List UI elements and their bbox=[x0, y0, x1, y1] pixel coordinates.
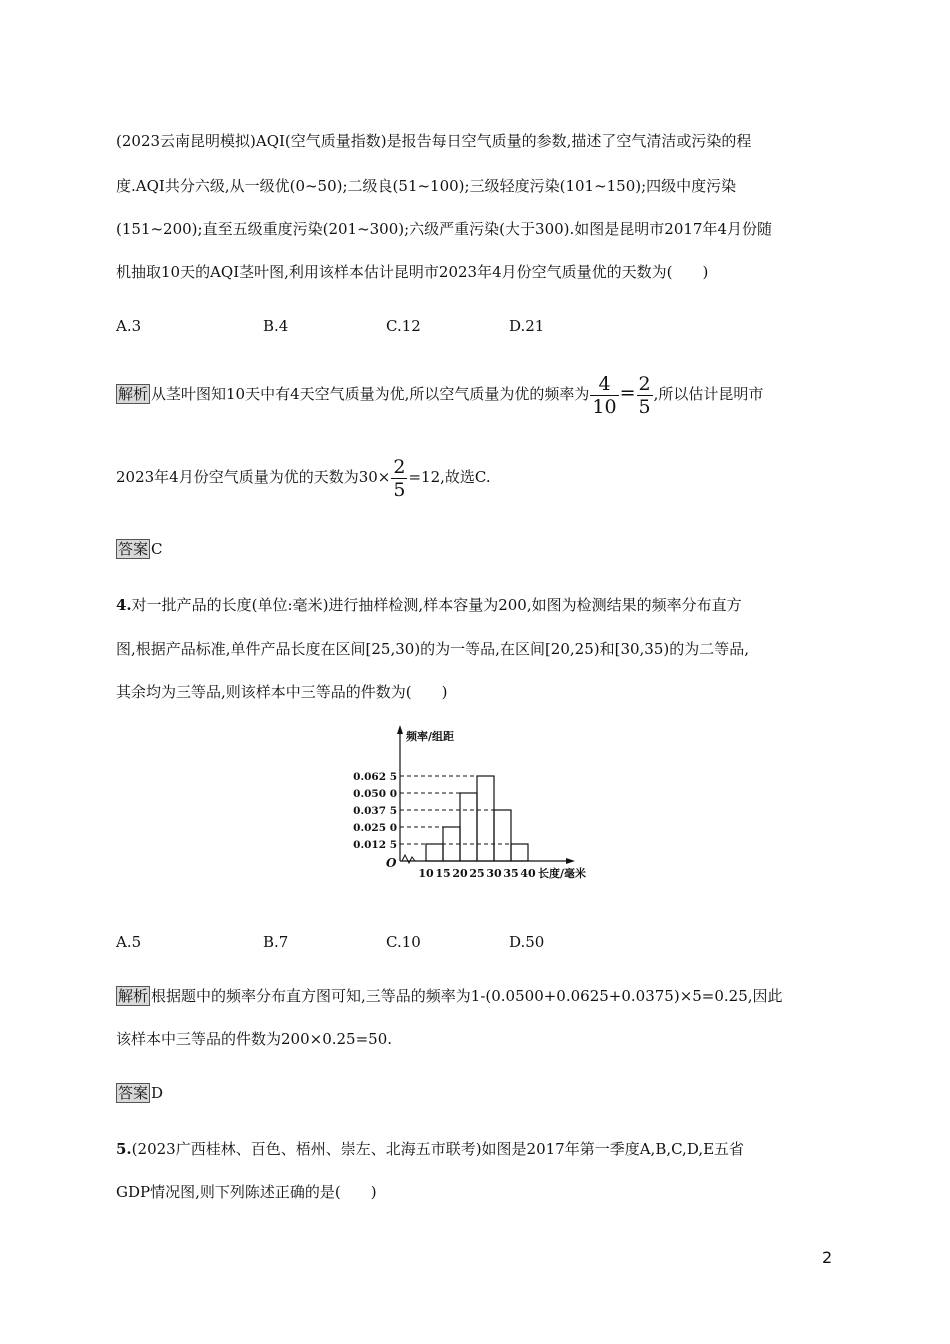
x-axis-arrow bbox=[566, 858, 575, 864]
q4-answer: D bbox=[151, 1084, 164, 1102]
q4-line-3: 其余均为三等品,则该样本中三等品的件数为( ) bbox=[116, 683, 448, 701]
y-tick-label: 0.012 5 bbox=[353, 839, 397, 851]
q4-answer-line bbox=[116, 1083, 163, 1103]
x-tick-label: 15 bbox=[435, 867, 451, 880]
q3-answer: C bbox=[151, 540, 163, 558]
q3-line-1: (2023云南昆明模拟)AQI(空气质量指数)是报告每日空气质量的参数,描述了空气清洁或污染的程 bbox=[116, 132, 752, 150]
histogram-bar bbox=[477, 776, 494, 861]
fraction-2-5-b: $\frac{2}{5}$ bbox=[393, 455, 406, 501]
fraction-2-5: $\frac{2}{5}$ bbox=[638, 372, 651, 418]
q3-analysis-text-c: 2023年4月份空气质量为优的天数为30× bbox=[116, 468, 391, 486]
q5-number: 5. bbox=[116, 1140, 132, 1158]
histogram-bar bbox=[511, 844, 528, 861]
q3-option-b: B.4 bbox=[263, 317, 289, 335]
x-tick-label: 35 bbox=[503, 867, 519, 880]
origin-label: O bbox=[386, 856, 397, 870]
histogram-bar bbox=[460, 793, 477, 861]
q3-option-d: D.21 bbox=[509, 317, 545, 335]
q5-line-1: 5.(2023广西桂林、百色、梧州、崇左、北海五市联考)如图是2017年第一季度A,B,C,D,E五省 bbox=[116, 1140, 745, 1158]
q3-answer-line bbox=[116, 539, 163, 559]
q3-option-a: A.3 bbox=[116, 317, 142, 335]
q3-line-3: (151~200);直至五级重度污染(201~300);六级严重污染(大于300).如图是昆明市2017年4月份随 bbox=[116, 220, 772, 238]
q4-option-b: B.7 bbox=[263, 933, 289, 951]
y-axis-label: 频率/组距 bbox=[406, 730, 455, 743]
q3-option-c: C.12 bbox=[386, 317, 421, 335]
x-axis-label: 长度/毫米 bbox=[538, 867, 587, 880]
histogram-bar bbox=[426, 844, 443, 861]
q4-option-d: D.50 bbox=[509, 933, 545, 951]
q4-option-a: A.5 bbox=[116, 933, 142, 951]
y-tick-label: 0.025 0 bbox=[353, 822, 397, 834]
q4-analysis-line-2: 该样本中三等品的件数为200×0.25=50. bbox=[116, 1030, 393, 1048]
analysis-tag: 解析 bbox=[118, 987, 149, 1005]
answer-tag: 答案 bbox=[118, 1084, 149, 1102]
frequency-histogram bbox=[353, 722, 600, 887]
page-number: 2 bbox=[822, 1248, 833, 1267]
y-tick-label: 0.037 5 bbox=[353, 805, 397, 817]
q4-line-1: 4.对一批产品的长度(单位:毫米)进行抽样检测,样本容量为200,如图为检测结果的频率分布直方 bbox=[116, 596, 742, 614]
fraction-4-10: $\frac{4}{10}$ bbox=[592, 372, 617, 418]
q3-analysis-text-d: =12,故选C. bbox=[408, 468, 491, 486]
x-tick-label: 40 bbox=[520, 867, 536, 880]
q3-analysis-line-1 bbox=[116, 368, 763, 419]
q4-number: 4. bbox=[116, 596, 132, 614]
q3-line-4: 机抽取10天的AQI茎叶图,利用该样本估计昆明市2023年4月份空气质量优的天数为( ) bbox=[116, 263, 709, 281]
q3-analysis-text-b: ,所以估计昆明市 bbox=[653, 385, 764, 403]
x-tick-label: 10 bbox=[418, 867, 434, 880]
y-tick-label: 0.062 5 bbox=[353, 771, 397, 783]
x-tick-label: 30 bbox=[486, 867, 502, 880]
histogram-bar bbox=[494, 810, 511, 861]
answer-tag: 答案 bbox=[118, 540, 149, 558]
q4-option-c: C.10 bbox=[386, 933, 421, 951]
equals-sign: = bbox=[619, 382, 636, 404]
q4-analysis-line-1: 解析 根据题中的频率分布直方图可知,三等品的频率为1-(0.0500+0.0625+0.0375)×5=0.25,因此 bbox=[118, 987, 783, 1005]
x-tick-label: 25 bbox=[469, 867, 485, 880]
x-tick-label: 20 bbox=[452, 867, 468, 880]
q3-analysis-text-a: 从茎叶图知10天中有4天空气质量为优,所以空气质量为优的频率为 bbox=[151, 385, 590, 403]
q4-line-2: 图,根据产品标准,单件产品长度在区间[25,30)的为一等品,在区间[20,25)和[30,35)的为二等品, bbox=[116, 640, 750, 658]
q3-analysis-line-2 bbox=[116, 452, 491, 502]
q3-line-2: 度.AQI共分六级,从一级优(0~50);二级良(51~100);三级轻度污染(101~150);四级中度污染 bbox=[116, 177, 737, 195]
y-axis-arrow bbox=[397, 725, 403, 734]
axis-break bbox=[402, 855, 415, 863]
analysis-tag: 解析 bbox=[118, 385, 149, 403]
q5-line-2: GDP情况图,则下列陈述正确的是( ) bbox=[116, 1183, 377, 1201]
y-tick-label: 0.050 0 bbox=[353, 788, 397, 800]
